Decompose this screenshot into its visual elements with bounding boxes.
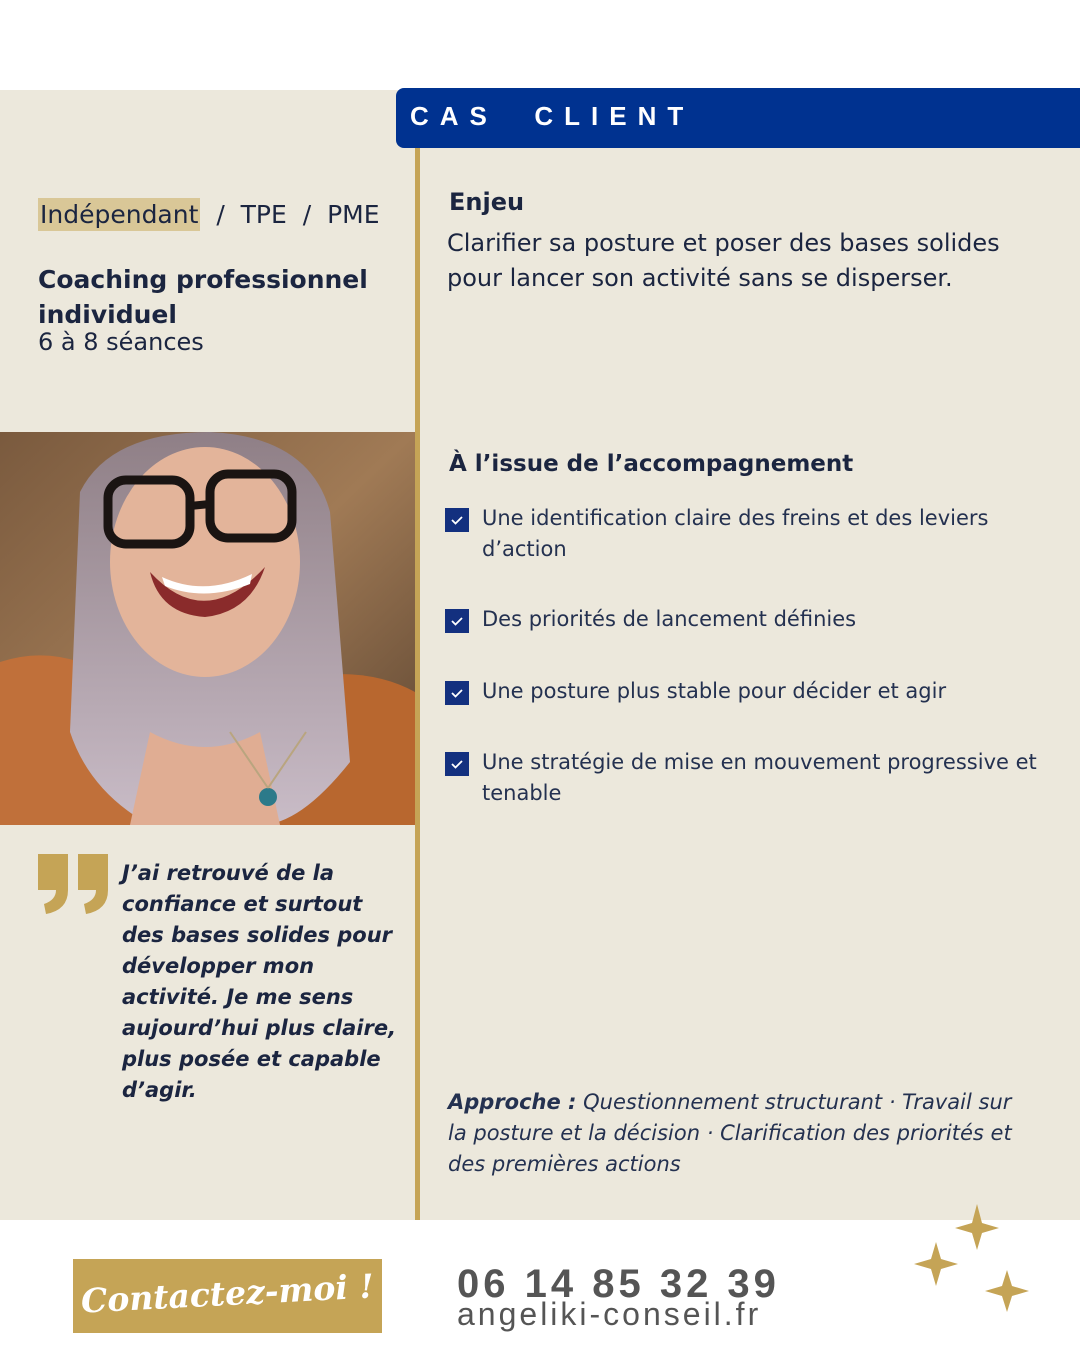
tag-tpe: TPE — [240, 200, 287, 229]
vertical-divider — [415, 148, 420, 1220]
client-tags — [38, 200, 380, 229]
client-photo — [0, 432, 415, 825]
tag-separator: / — [302, 200, 312, 229]
phone-number[interactable]: 06 14 85 32 39 — [457, 1262, 780, 1306]
approach-text — [448, 1087, 1028, 1180]
contact-button-label: Contactez-moi ! — [79, 1266, 375, 1321]
outcome-text: Des priorités de lancement définies — [482, 607, 857, 631]
contact-button[interactable] — [73, 1259, 382, 1333]
outcomes-heading: À l’issue de l’accompagnement — [449, 451, 854, 477]
banner-title: CAS CLIENT — [410, 101, 695, 131]
offer-title: Coaching professionnel individuel — [38, 265, 368, 329]
outcome-text: Une identification claire des freins et des leviers d’action — [482, 506, 989, 561]
checkbox-icon — [445, 752, 469, 776]
quote-mark-icon — [36, 852, 110, 914]
website-link[interactable]: angeliki-conseil.fr — [457, 1296, 762, 1332]
checkbox-icon — [445, 681, 469, 705]
enjeu-heading: Enjeu — [449, 188, 525, 216]
enjeu-text: Clarifier sa posture et poser des bases solides pour lancer son activité sans se disperser. — [447, 229, 1000, 292]
outcome-text: Une posture plus stable pour décider et agir — [482, 679, 947, 703]
offer-sessions: 6 à 8 séances — [38, 328, 204, 356]
approach-label: Approche : — [448, 1090, 577, 1114]
testimonial-quote: J’ai retrouvé de la confiance et surtout des bases solides pour développer mon activité. Je me sens aujourd’hui plus claire, plus posée et capable d’agir. — [122, 861, 397, 1102]
approach-description: Questionnement structurant · Travail sur la posture et la décision · Clarification des priorités et des premières actions — [448, 1090, 1012, 1176]
tag-independant: Indépendant — [40, 200, 199, 229]
outcome-text: Une stratégie de mise en mouvement progressive et tenable — [482, 750, 1037, 805]
portrait-illustration — [0, 432, 415, 825]
tag-pme: PME — [327, 200, 380, 229]
sparkles-icon — [905, 1200, 1040, 1320]
checkbox-icon — [445, 508, 469, 532]
tag-separator: / — [216, 200, 225, 229]
case-banner — [396, 88, 1080, 148]
checkbox-icon — [445, 609, 469, 633]
